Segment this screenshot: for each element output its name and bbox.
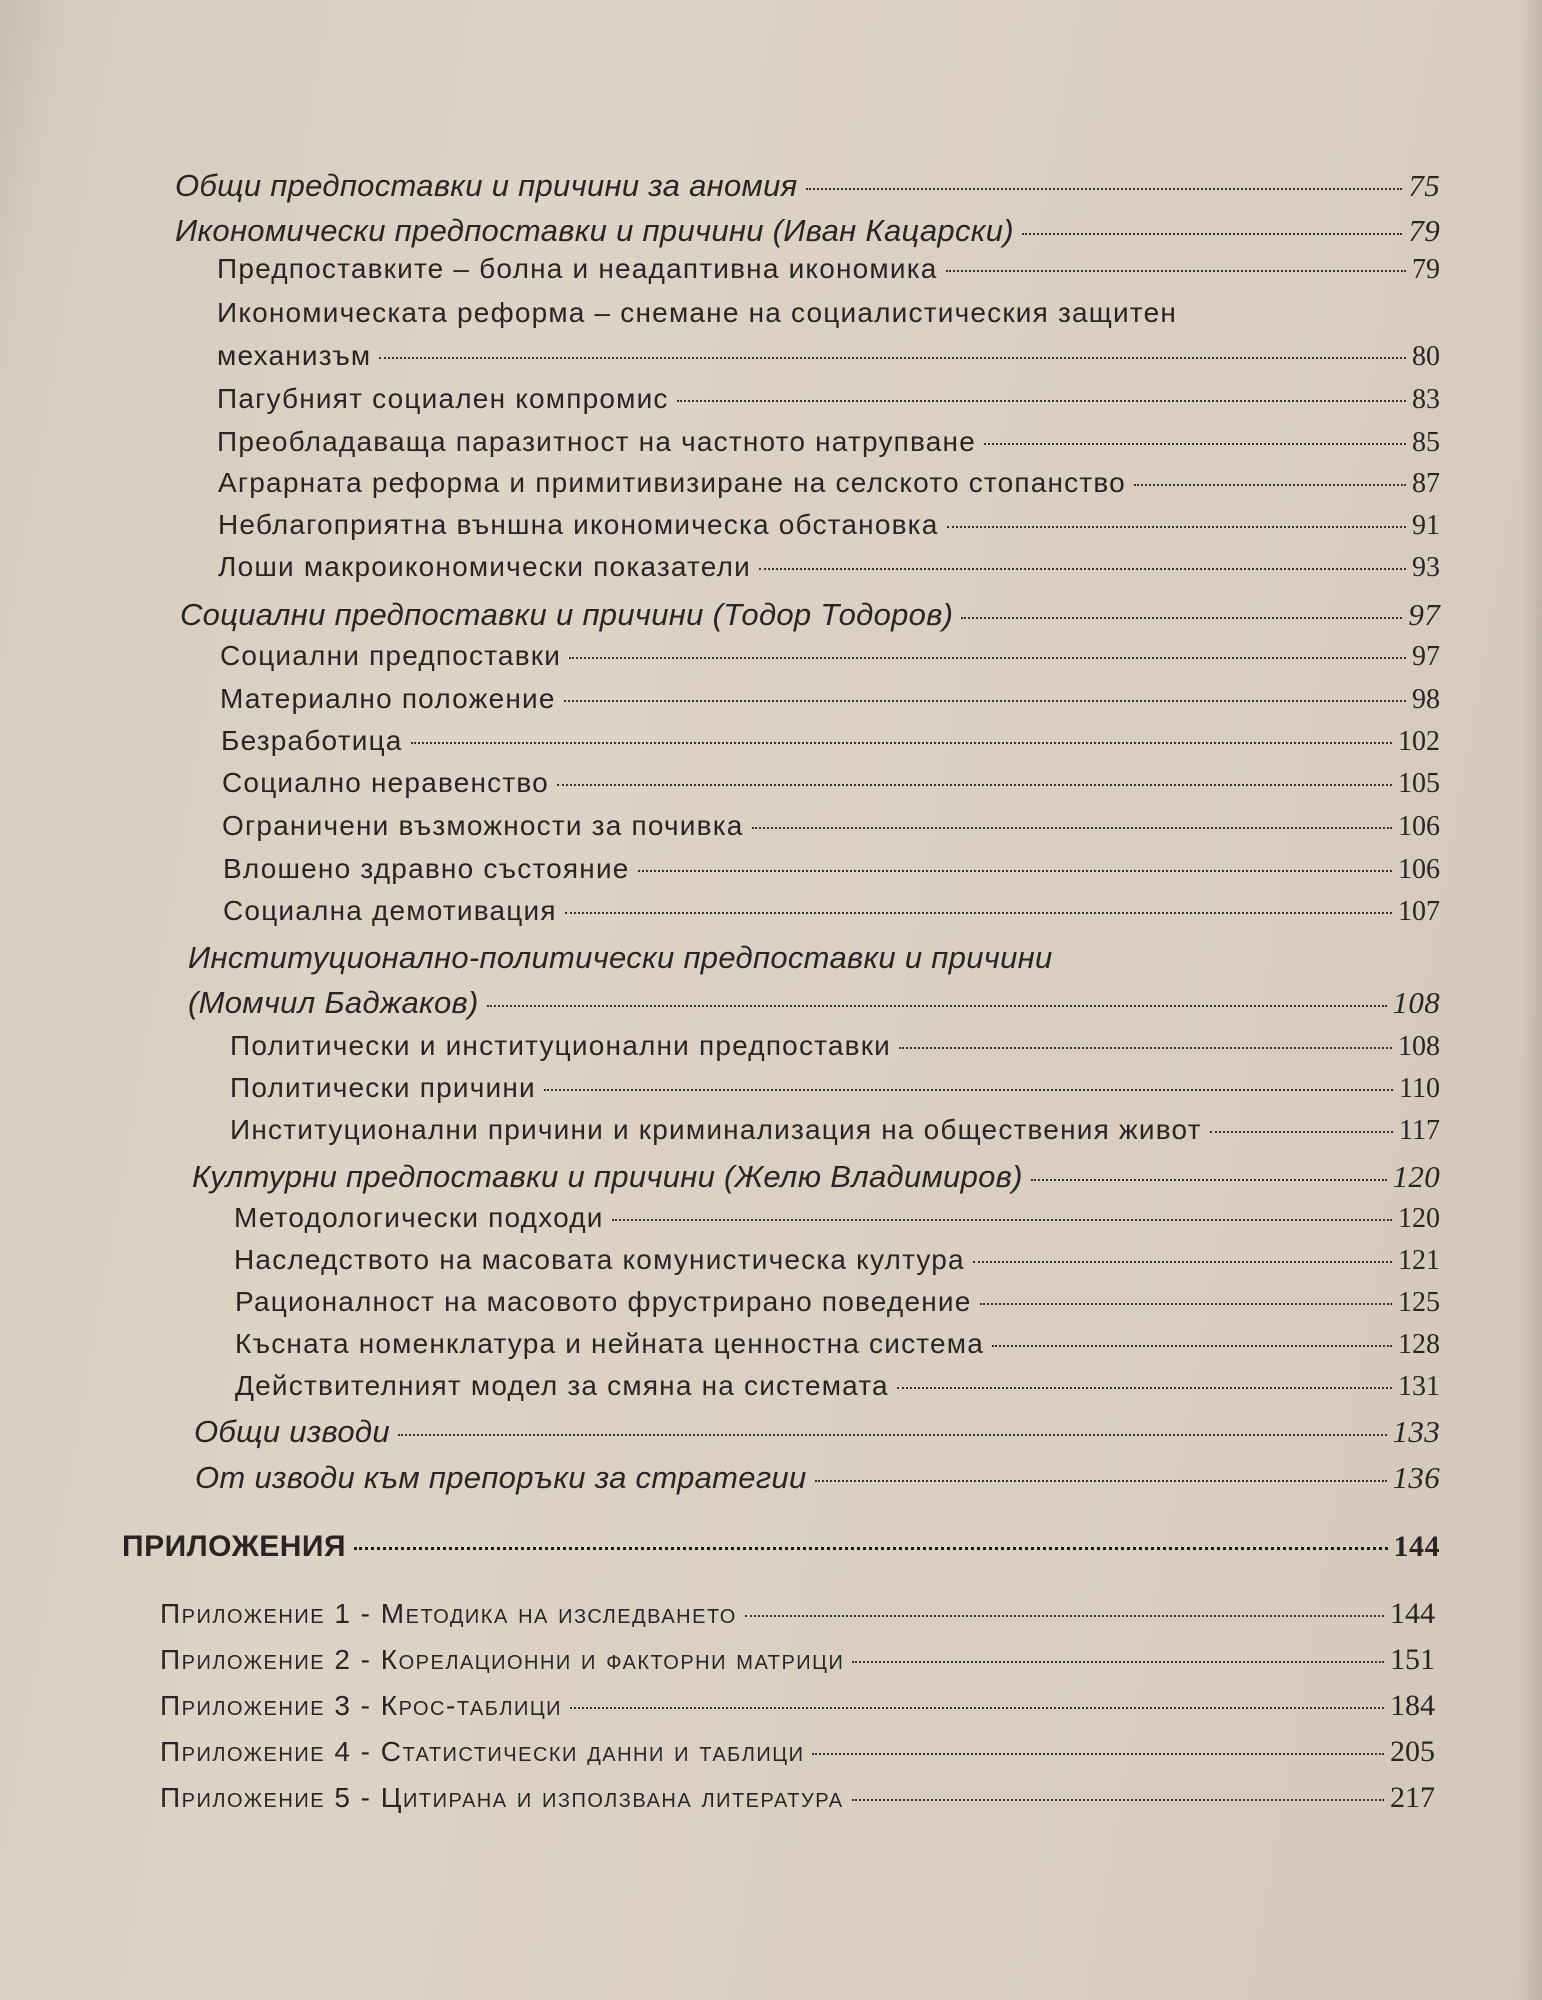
toc-subentry bbox=[235, 1370, 1440, 1410]
leader-dots bbox=[1210, 1131, 1393, 1133]
toc-subentry bbox=[218, 551, 1440, 591]
leader-dots bbox=[1134, 484, 1406, 486]
leader-dots bbox=[946, 270, 1406, 272]
toc-entry-label: Политически и институционални предпоставки bbox=[230, 1030, 891, 1061]
toc-subentry bbox=[217, 253, 1440, 293]
toc-entry-label: Ограничени възможности за почивка bbox=[222, 810, 744, 841]
leader-dots bbox=[564, 700, 1406, 702]
toc-page-number: 106 bbox=[1398, 854, 1440, 885]
toc-subentry bbox=[218, 467, 1440, 507]
toc-subentry bbox=[221, 725, 1440, 765]
leader-dots bbox=[1022, 233, 1403, 235]
toc-page-number: 205 bbox=[1390, 1735, 1435, 1768]
leader-dots bbox=[852, 1661, 1384, 1663]
toc-page-number: 144 bbox=[1390, 1597, 1435, 1630]
toc-entry-label: Политически причини bbox=[230, 1072, 536, 1103]
toc-page-number: 108 bbox=[1392, 985, 1440, 1020]
toc-entry-label: От изводи към препоръки за стратегии bbox=[195, 1460, 807, 1495]
leader-dots bbox=[565, 912, 1392, 914]
toc-entry-label: Общи изводи bbox=[194, 1414, 390, 1449]
toc-page-number: 110 bbox=[1399, 1073, 1440, 1104]
toc-subentry bbox=[217, 340, 1440, 380]
leader-dots bbox=[398, 1434, 1387, 1436]
leader-dots bbox=[759, 568, 1406, 570]
toc-page-number: 91 bbox=[1412, 510, 1440, 541]
toc-entry bbox=[192, 1159, 1440, 1199]
toc-page-number: 85 bbox=[1412, 427, 1440, 458]
leader-dots bbox=[899, 1047, 1392, 1049]
toc-subentry bbox=[222, 810, 1440, 850]
leader-dots bbox=[812, 1753, 1384, 1755]
toc-entry-label: Общи предпоставки и причини за аномия bbox=[175, 168, 798, 203]
toc-subentry bbox=[220, 640, 1440, 680]
leader-dots bbox=[379, 357, 1406, 359]
toc-subentry bbox=[234, 1244, 1440, 1284]
leader-dots bbox=[745, 1615, 1384, 1617]
toc-page-number: 125 bbox=[1398, 1287, 1440, 1318]
toc-entry bbox=[188, 985, 1440, 1025]
leader-dots bbox=[411, 742, 1392, 744]
toc-page-number: 93 bbox=[1412, 552, 1440, 583]
toc-entry bbox=[175, 213, 1440, 253]
appendix-label: Приложение 2 - Корелационни и факторни матрици bbox=[160, 1644, 845, 1675]
toc-entry-label: Аграрната реформа и примитивизиране на селското стопанство bbox=[218, 467, 1126, 498]
appendix-label: Приложение 5 - Цитирана и използвана литература bbox=[160, 1782, 844, 1813]
toc-subentry bbox=[234, 1202, 1440, 1242]
toc-page-number: 120 bbox=[1398, 1203, 1440, 1234]
leader-dots bbox=[1031, 1179, 1387, 1181]
appendices-heading bbox=[122, 1530, 1440, 1570]
toc-entry-label: Предпоставките – болна и неадаптивна икономика bbox=[217, 253, 938, 284]
toc-subentry bbox=[223, 895, 1440, 935]
toc-subentry bbox=[222, 767, 1440, 807]
leader-dots bbox=[752, 827, 1392, 829]
toc-page-number: 102 bbox=[1398, 726, 1440, 757]
toc-page-number: 87 bbox=[1412, 468, 1440, 499]
toc-entry-label: Безработица bbox=[221, 725, 403, 756]
toc-entry-label: Социални предпоставки bbox=[220, 640, 562, 671]
toc-entry-label: Рационалност на масовото фрустрирано поведение bbox=[235, 1286, 972, 1317]
toc-page-number: 117 bbox=[1399, 1115, 1440, 1146]
leader-dots bbox=[569, 657, 1406, 659]
toc-page-number: 79 bbox=[1412, 254, 1440, 285]
leader-dots bbox=[557, 784, 1392, 786]
toc-subentry bbox=[218, 509, 1440, 549]
toc-subentry bbox=[220, 683, 1440, 723]
toc-entry-label: Методологически подходи bbox=[234, 1202, 604, 1233]
toc-page-number: 184 bbox=[1390, 1689, 1435, 1722]
toc-entry-label: Действителният модел за смяна на системата bbox=[235, 1370, 889, 1401]
leader-dots bbox=[961, 617, 1402, 619]
toc-subentry bbox=[235, 1286, 1440, 1326]
toc-page-number: 106 bbox=[1398, 811, 1440, 842]
toc-entry bbox=[180, 597, 1440, 637]
toc-subentry bbox=[223, 853, 1440, 893]
toc-page-number: 131 bbox=[1398, 1371, 1440, 1402]
leader-dots bbox=[897, 1387, 1392, 1389]
toc-entry-label: Материално положение bbox=[220, 683, 556, 714]
toc-page-number: 136 bbox=[1392, 1460, 1440, 1495]
leader-dots bbox=[947, 526, 1406, 528]
toc-entry-label: Лоши макроикономически показатели bbox=[218, 551, 751, 582]
toc-subentry-label-line1: Икономическата реформа – снемане на социалистическия защитен bbox=[217, 297, 1178, 328]
appendix-entry bbox=[160, 1597, 1435, 1637]
toc-entry-label: (Момчил Баджаков) bbox=[188, 985, 479, 1020]
toc-page-number: 83 bbox=[1412, 384, 1440, 415]
toc-subentry bbox=[217, 426, 1440, 466]
toc-subentry bbox=[235, 1328, 1440, 1368]
appendix-entry bbox=[160, 1689, 1435, 1729]
toc-page-number: 97 bbox=[1408, 597, 1440, 632]
appendix-entry bbox=[160, 1735, 1435, 1775]
toc-entry bbox=[195, 1460, 1440, 1500]
leader-dots bbox=[570, 1707, 1384, 1709]
toc-entry bbox=[194, 1414, 1440, 1454]
toc-entry-label: Влошено здравно състояние bbox=[223, 853, 630, 884]
toc-page-number: 105 bbox=[1398, 768, 1440, 799]
leader-dots bbox=[852, 1799, 1384, 1801]
toc-entry-label: механизъм bbox=[217, 340, 372, 371]
appendix-label: Приложение 3 - Крос-таблици bbox=[160, 1690, 563, 1721]
appendix-entry bbox=[160, 1781, 1435, 1821]
toc-page-number: 133 bbox=[1392, 1414, 1440, 1449]
toc-entry-label: Икономически предпоставки и причини (Иван Кацарски) bbox=[175, 213, 1014, 248]
leader-dots bbox=[638, 870, 1392, 872]
toc-entry-label: Социални предпоставки и причини (Тодор Тодоров) bbox=[180, 597, 954, 632]
toc-page-number: 144 bbox=[1393, 1530, 1440, 1563]
toc-page-number: 80 bbox=[1412, 341, 1440, 372]
toc-entry-label: Пагубният социален компромис bbox=[217, 383, 669, 414]
appendix-label: Приложение 4 - Статистически данни и таблици bbox=[160, 1736, 805, 1767]
toc-page-number: 108 bbox=[1398, 1031, 1440, 1062]
toc-page-number: 75 bbox=[1408, 168, 1440, 203]
leader-dots bbox=[677, 400, 1406, 402]
appendices-heading-label: ПРИЛОЖЕНИЯ bbox=[122, 1530, 347, 1563]
toc-entry-label: Институционални причини и криминализация на обществения живот bbox=[230, 1114, 1202, 1145]
leader-dots bbox=[354, 1547, 1387, 1550]
toc-entry-label: Късната номенклатура и нейната ценностна система bbox=[235, 1328, 984, 1359]
leader-dots bbox=[815, 1480, 1387, 1482]
leader-dots bbox=[806, 188, 1403, 190]
toc-page-number: 217 bbox=[1390, 1781, 1435, 1814]
appendix-entry bbox=[160, 1643, 1435, 1683]
leader-dots bbox=[984, 443, 1406, 445]
toc-subentry bbox=[230, 1114, 1440, 1154]
leader-dots bbox=[612, 1219, 1392, 1221]
toc-entry bbox=[175, 168, 1440, 208]
toc-entry-label: Социална демотивация bbox=[223, 895, 557, 926]
toc-entry-label: Неблагоприятна външна икономическа обстановка bbox=[218, 509, 939, 540]
toc-subentry bbox=[217, 383, 1440, 423]
toc-page-number: 128 bbox=[1398, 1329, 1440, 1360]
leader-dots bbox=[980, 1303, 1393, 1305]
leader-dots bbox=[973, 1261, 1392, 1263]
toc-page-number: 121 bbox=[1398, 1245, 1440, 1276]
toc-entry-label: Наследството на масовата комунистическа култура bbox=[234, 1244, 965, 1275]
toc-entry-label: Социално неравенство bbox=[222, 767, 549, 798]
toc-subentry bbox=[230, 1030, 1440, 1070]
toc-page-number: 97 bbox=[1412, 641, 1440, 672]
appendix-label: Приложение 1 - Методика на изследването bbox=[160, 1598, 737, 1629]
leader-dots bbox=[992, 1345, 1392, 1347]
toc-subentry bbox=[230, 1072, 1440, 1112]
toc-page-number: 79 bbox=[1408, 213, 1440, 248]
toc-entry-label: Преобладаваща паразитност на частното натрупване bbox=[217, 426, 976, 457]
leader-dots bbox=[487, 1005, 1387, 1007]
toc-page-number: 107 bbox=[1398, 896, 1440, 927]
toc-entry-label-line1: Институционално-политически предпоставки и причини bbox=[188, 940, 1053, 975]
toc-page-number: 120 bbox=[1392, 1159, 1440, 1194]
toc-entry-label: Културни предпоставки и причини (Желю Владимиров) bbox=[192, 1159, 1023, 1194]
leader-dots bbox=[544, 1089, 1393, 1091]
toc-page-number: 98 bbox=[1412, 684, 1440, 715]
toc-page-number: 151 bbox=[1390, 1643, 1435, 1676]
